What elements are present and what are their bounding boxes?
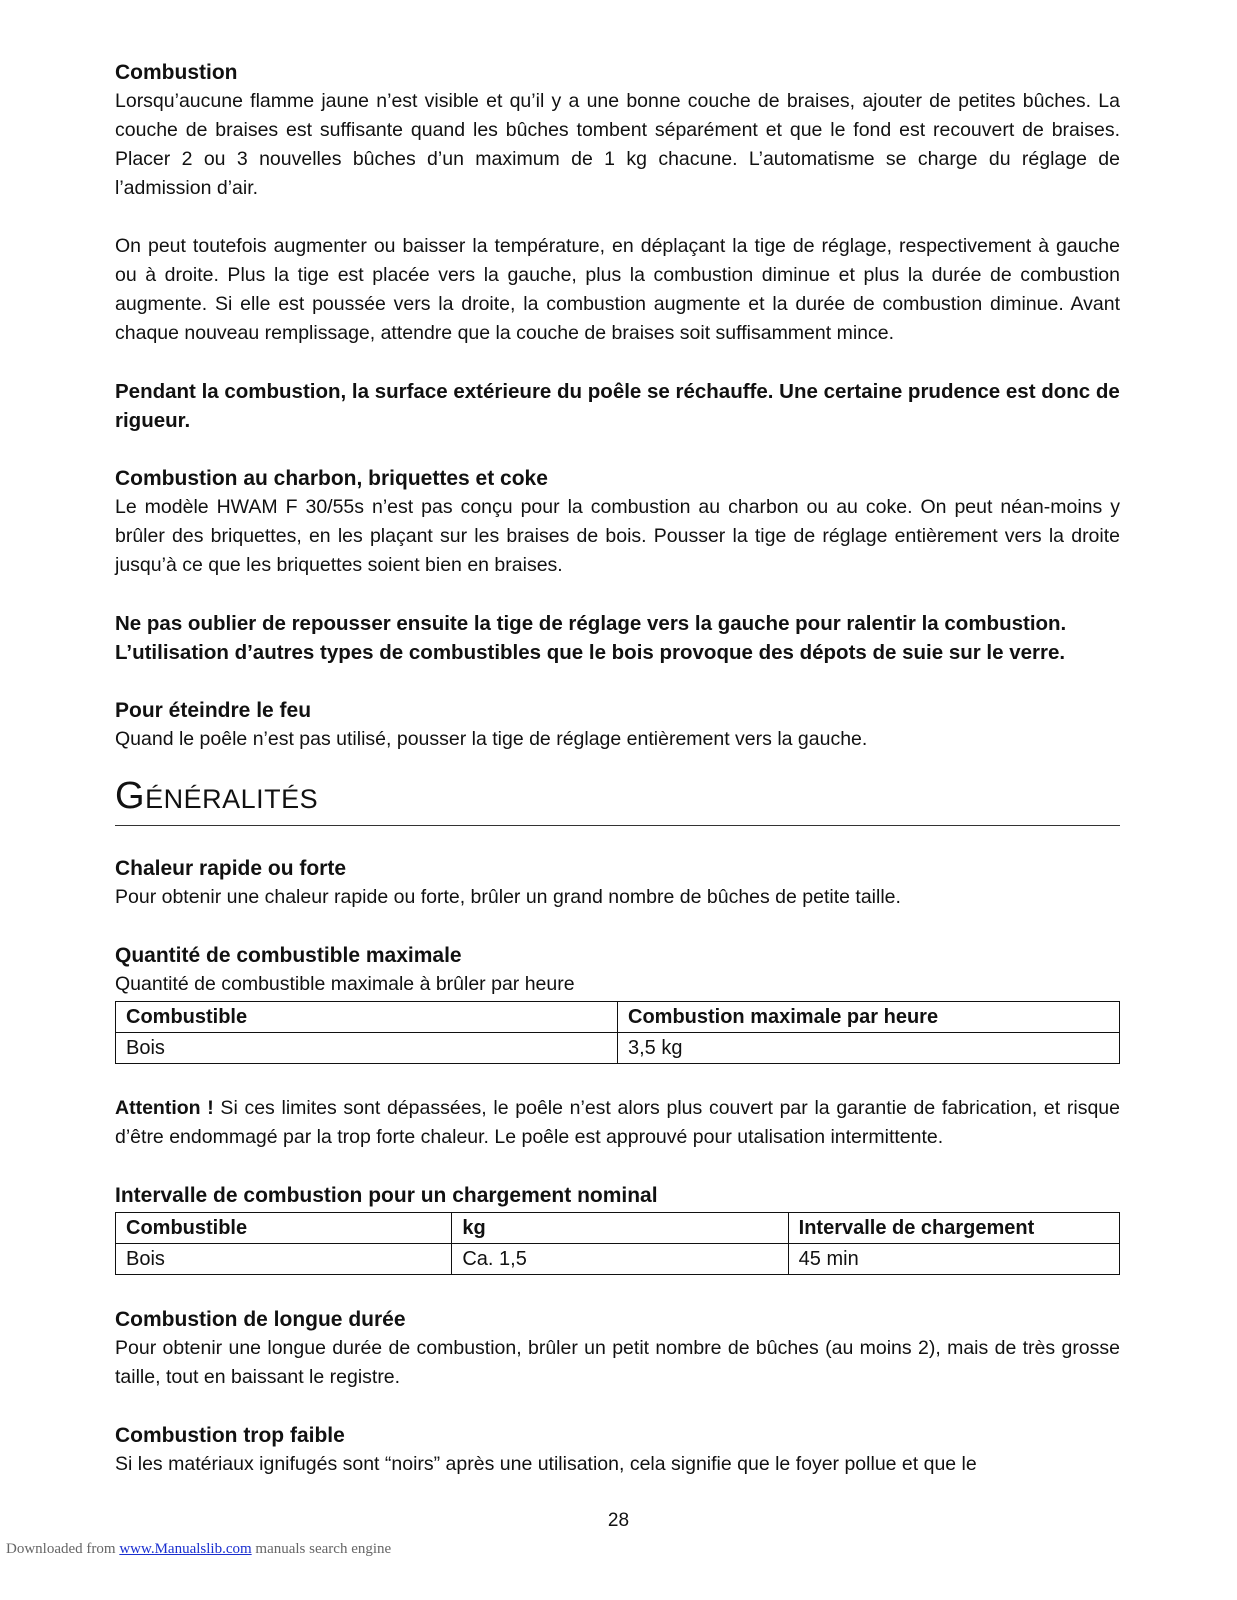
generalites-section-title: [115, 774, 1120, 826]
table-header-cell: Combustible: [116, 1213, 452, 1244]
table-header-cell: Combustion maximale par heure: [618, 1002, 1120, 1033]
manualslib-link[interactable]: www.Manualslib.com: [119, 1541, 252, 1557]
longue-paragraph: Pour obtenir une longue durée de combustion, brûler un petit nombre de bûches (au moins 2), mais de très grosse taille, tout en baissant le registre.: [115, 1337, 1120, 1388]
faible-paragraph: Si les matériaux ignifugés sont “noirs” après une utilisation, cela signifie que le foyer pollue et que le: [115, 1453, 977, 1475]
attention-text: Si ces limites sont dépassées, le poêle n’est alors plus couvert par la garantie de fabrication, et risque d’être endommagé par la trop forte chaleur. Le poêle est approuvé pour utalisation intermittente.: [115, 1097, 1120, 1148]
eteindre-paragraph: Quand le poêle n’est pas utilisé, pousser la tige de réglage entièrement vers la gauche.: [115, 728, 868, 750]
attention-paragraph: [115, 1094, 1120, 1152]
table-row: [116, 1033, 1120, 1064]
faible-heading: Combustion trop faible: [115, 1424, 345, 1447]
quantite-caption: Quantité de combustible maximale à brûler par heure: [115, 973, 575, 995]
table-cell: 3,5 kg: [618, 1033, 1120, 1064]
table-row: [116, 1244, 1120, 1275]
download-footer: [6, 1541, 391, 1558]
table-header-cell: Combustible: [116, 1002, 618, 1033]
combustion-paragraph-2: On peut toutefois augmenter ou baisser la température, en déplaçant la tige de réglage, respectivement à gauche ou à droite. Plus la tige est placée vers la gauche, plus la combustion diminue et plus la durée de combustion augmente. Si elle est poussée vers la droite, la combustion augmente et la durée de combustion diminue. Avant chaque nouveau remplissage, attendre que la couche de braises soit suffisamment mince.: [115, 235, 1120, 344]
footer-prefix: Downloaded from: [6, 1541, 120, 1557]
combustion-heading: Combustion: [115, 61, 238, 84]
chaleur-paragraph: Pour obtenir une chaleur rapide ou forte, brûler un grand nombre de bûches de petite taille.: [115, 886, 901, 908]
attention-label: Attention !: [115, 1097, 214, 1119]
chaleur-heading: Chaleur rapide ou forte: [115, 857, 347, 880]
quantite-table: [115, 1001, 1120, 1064]
generalites-title-initial: G: [115, 775, 146, 817]
table-header-cell: Intervalle de chargement: [788, 1213, 1119, 1244]
quantite-heading: Quantité de combustible maximale: [115, 944, 462, 967]
table-cell: Bois: [116, 1244, 452, 1275]
charbon-warning: Ne pas oublier de repousser ensuite la tige de réglage vers la gauche pour ralentir la combustion. L’utilisation d’autres types de combustibles que le bois provoque des dépots de suie sur le verre.: [115, 612, 1067, 664]
table-header-cell: kg: [452, 1213, 788, 1244]
page-content: [115, 58, 1120, 1479]
footer-suffix: manuals search engine: [251, 1541, 392, 1557]
combustion-warning: Pendant la combustion, la surface extérieure du poêle se réchauffe. Une certaine prudence est donc de rigueur.: [115, 380, 1120, 432]
intervalle-heading: Intervalle de combustion pour un chargement nominal: [115, 1184, 658, 1207]
charbon-paragraph: Le modèle HWAM F 30/55s n’est pas conçu pour la combustion au charbon ou au coke. On peut néan-moins y brûler des briquettes, en les plaçant sur les braises de bois. Pousser la tige de réglage entièrement vers la droite jusqu’à ce que les briquettes soient bien en braises.: [115, 496, 1120, 576]
table-cell: Bois: [116, 1033, 618, 1064]
table-cell: Ca. 1,5: [452, 1244, 788, 1275]
charbon-heading: Combustion au charbon, briquettes et coke: [115, 467, 548, 490]
table-header-row: [116, 1002, 1120, 1033]
table-cell: 45 min: [788, 1244, 1119, 1275]
generalites-title-rest: ÉNÉRALITÉS: [145, 784, 319, 814]
longue-heading: Combustion de longue durée: [115, 1308, 406, 1331]
table-header-row: [116, 1213, 1120, 1244]
combustion-paragraph-1: Lorsqu’aucune flamme jaune n’est visible et qu’il y a une bonne couche de braises, ajouter de petites bûches. La couche de braises est suffisante quand les bûches tombent séparément et que le fond est recouvert de braises. Placer 2 ou 3 nouvelles bûches d’un maximum de 1 kg chacune. L’automatisme se charge du réglage de l’admission d’air.: [115, 90, 1120, 199]
page-number: 28: [607, 1510, 630, 1531]
intervalle-table: [115, 1212, 1120, 1275]
eteindre-heading: Pour éteindre le feu: [115, 699, 312, 722]
